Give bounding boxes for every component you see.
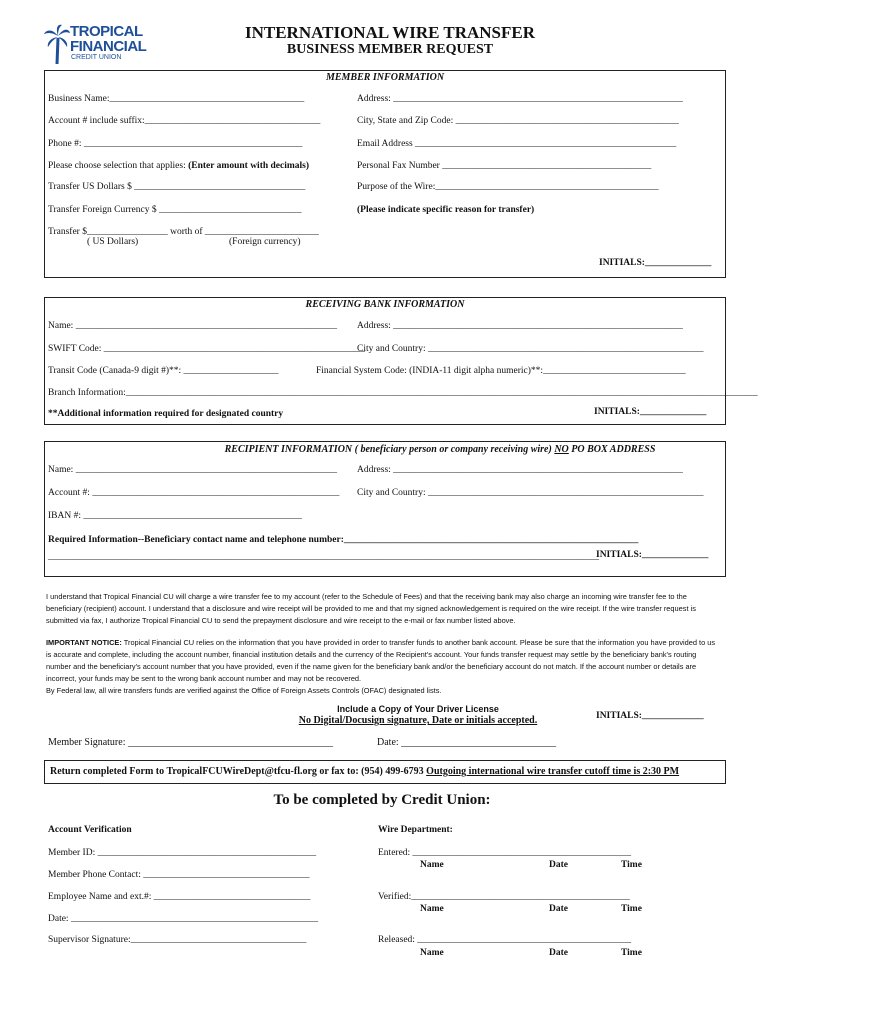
member-signature-field[interactable]: Member Signature: _________________________________________	[48, 737, 333, 748]
recipient-title-no: NO	[554, 444, 569, 455]
beneficiary-contact-field[interactable]: Required Information--Beneficiary contact name and telephone number:______________________________________________________________	[48, 535, 639, 545]
entered-field[interactable]: Entered: ______________________________________________	[378, 848, 632, 858]
released-name-label: Name	[420, 948, 444, 958]
city-state-zip-field[interactable]: City, State and Zip Code: _______________________________________________	[357, 116, 679, 126]
member-address-field[interactable]: Address: _____________________________________________________________	[357, 94, 683, 104]
return-instructions-text: Return completed Form to TropicalFCUWireDept@tfcu-fl.org or fax to: (954) 499-6793	[50, 766, 427, 777]
recipient-section-title	[0, 444, 880, 455]
member-initials-field[interactable]: INITIALS:______________	[599, 258, 712, 268]
iban-field[interactable]: IBAN #: ______________________________________________	[48, 511, 302, 521]
account-verification-heading: Account Verification	[48, 825, 132, 835]
foreign-currency-label: (Foreign currency)	[229, 237, 301, 247]
released-field[interactable]: Released: _____________________________________________	[378, 935, 632, 945]
verified-field[interactable]: Verified:______________________________________________	[378, 892, 630, 902]
recipient-address-field[interactable]: Address: _____________________________________________________________	[357, 465, 683, 475]
page-title: INTERNATIONAL WIRE TRANSFER	[244, 23, 535, 42]
recipient-city-country-field[interactable]: City and Country: __________________________________________________________	[357, 488, 704, 498]
branch-information-field[interactable]: Branch Information:_____________________________________________________________________________________________________________________________________	[48, 388, 758, 398]
license-initials-field[interactable]: INITIALS:_____________	[596, 711, 704, 721]
ofac-notice: By Federal law, all wire transfers funds are verified against the Office of Foreign Assets Controls (OFAC) designated lists.	[46, 686, 442, 695]
selection-instruction-text: Please choose selection that applies:	[48, 161, 189, 171]
recipient-name-field[interactable]: Name: _______________________________________________________	[48, 465, 337, 475]
cutoff-time-note: Outgoing international wire transfer cutoff time is 2:30 PM	[426, 766, 680, 777]
supervisor-signature-field[interactable]: Supervisor Signature:_____________________________________	[48, 935, 307, 945]
page-subtitle: BUSINESS MEMBER REQUEST	[286, 42, 494, 57]
bank-name-field[interactable]: Name: _______________________________________________________	[48, 321, 337, 331]
account-suffix-field[interactable]: Account # include suffix:_____________________________________	[48, 116, 321, 126]
entered-name-label: Name	[420, 860, 444, 870]
logo-line2: FINANCIAL	[70, 38, 147, 55]
bank-address-field[interactable]: Address: _____________________________________________________________	[357, 321, 683, 331]
wire-department-heading: Wire Department:	[378, 825, 453, 835]
employee-name-field[interactable]: Employee Name and ext.#: _________________________________	[48, 892, 311, 902]
financial-system-code-field[interactable]: Financial System Code: (INDIA-11 digit alpha numeric)**:______________________________	[316, 366, 686, 376]
additional-info-note: **Additional information required for designated country	[48, 409, 284, 419]
released-date-label: Date	[549, 948, 568, 958]
signature-date-field[interactable]: Date: _______________________________	[377, 737, 557, 748]
selection-instruction-bold: (Enter amount with decimals)	[188, 161, 310, 171]
member-phone-contact-field[interactable]: Member Phone Contact: ___________________________________	[48, 870, 310, 880]
important-notice	[46, 637, 722, 685]
member-id-field[interactable]: Member ID: ______________________________________________	[48, 848, 317, 858]
member-section-title: MEMBER INFORMATION	[325, 72, 445, 83]
recipient-title-po-box: PO BOX ADDRESS	[568, 444, 656, 455]
business-name-field[interactable]: Business Name:_________________________________________	[48, 94, 305, 104]
selection-instruction	[48, 161, 309, 171]
bank-initials-field[interactable]: INITIALS:______________	[594, 407, 707, 417]
phone-field[interactable]: Phone #: ______________________________________________	[48, 139, 303, 149]
logo-line1: TROPICAL	[70, 23, 143, 40]
swift-code-field[interactable]: SWIFT Code: _______________________________________________________	[48, 344, 366, 354]
recipient-title-text: RECIPIENT INFORMATION ( beneficiary person or company receiving wire)	[224, 444, 555, 455]
transfer-usd-field[interactable]: Transfer US Dollars $ ____________________________________	[48, 182, 306, 192]
transfer-worth-field[interactable]: Transfer $_________________ worth of ________________________	[48, 227, 319, 237]
return-instructions	[50, 766, 679, 777]
bank-city-country-field[interactable]: City and Country: __________________________________________________________	[357, 344, 704, 354]
receiving-section-title: RECEIVING BANK INFORMATION	[305, 299, 465, 310]
usd-label: ( US Dollars)	[87, 237, 139, 247]
released-time-label: Time	[621, 948, 642, 958]
entered-date-label: Date	[549, 860, 568, 870]
important-notice-text: Tropical Financial CU relies on the information that you have provided in order to transfer funds to another bank account. Please be sure that the information you have provided to us is accurate and complete, including the account number, financial institution details and the currency of the Recipient's account. Your funds transfer request may settle by the beneficiary bank's routing number and the beneficiary's account number that you have provided, even if the name given for the beneficiary bank and/or the beneficiary account do not match. If the account number or details are incorrect, your funds may be sent to the wrong bank account number and may not be recovered.	[46, 638, 716, 683]
driver-license-note: Include a Copy of Your Driver License	[337, 704, 499, 714]
recipient-initials-field[interactable]: INITIALS:______________	[596, 550, 709, 560]
disclosure-paragraph: I understand that Tropical Financial CU will charge a wire transfer fee to my account (refer to the Schedule of Fees) and that the receiving bank may also charge an incoming wire transfer fee to the beneficiary (recipient) account. I understand that a disclosure and wire receipt will be provided to me and that my signed acknowledgement is required on the wire receipt. If the wire transfer request is submitted via fax, I authorize Tropical Financial CU to send the prepayment disclosure and wire receipt to the e-mail or fax number listed above.	[46, 592, 696, 625]
verified-time-label: Time	[621, 904, 642, 914]
entered-time-label: Time	[621, 860, 642, 870]
verified-name-label: Name	[420, 904, 444, 914]
verified-date-label: Date	[549, 904, 568, 914]
fax-field[interactable]: Personal Fax Number ____________________________________________	[357, 161, 652, 171]
recipient-account-field[interactable]: Account #: ____________________________________________________	[48, 488, 340, 498]
logo-line3: CREDIT UNION	[71, 54, 122, 61]
cu-date-field[interactable]: Date: ____________________________________________________	[48, 914, 318, 924]
credit-union-section-title: To be completed by Credit Union:	[273, 792, 491, 808]
receiving-bank-section	[44, 297, 758, 425]
beneficiary-contact-line[interactable]: ____________________________________________________________________________________________________________________	[48, 552, 599, 562]
transit-code-field[interactable]: Transit Code (Canada-9 digit #)**: ____________________	[48, 366, 279, 376]
purpose-field[interactable]: Purpose of the Wire:_______________________________________________	[357, 182, 659, 192]
transfer-foreign-field[interactable]: Transfer Foreign Currency $ ______________________________	[48, 205, 302, 215]
purpose-note: (Please indicate specific reason for transfer)	[357, 205, 535, 215]
email-field[interactable]: Email Address _______________________________________________________	[357, 139, 677, 149]
no-digital-signature-note: No Digital/Docusign signature, Date or initials accepted.	[298, 715, 538, 726]
important-notice-label: IMPORTANT NOTICE:	[46, 638, 122, 647]
